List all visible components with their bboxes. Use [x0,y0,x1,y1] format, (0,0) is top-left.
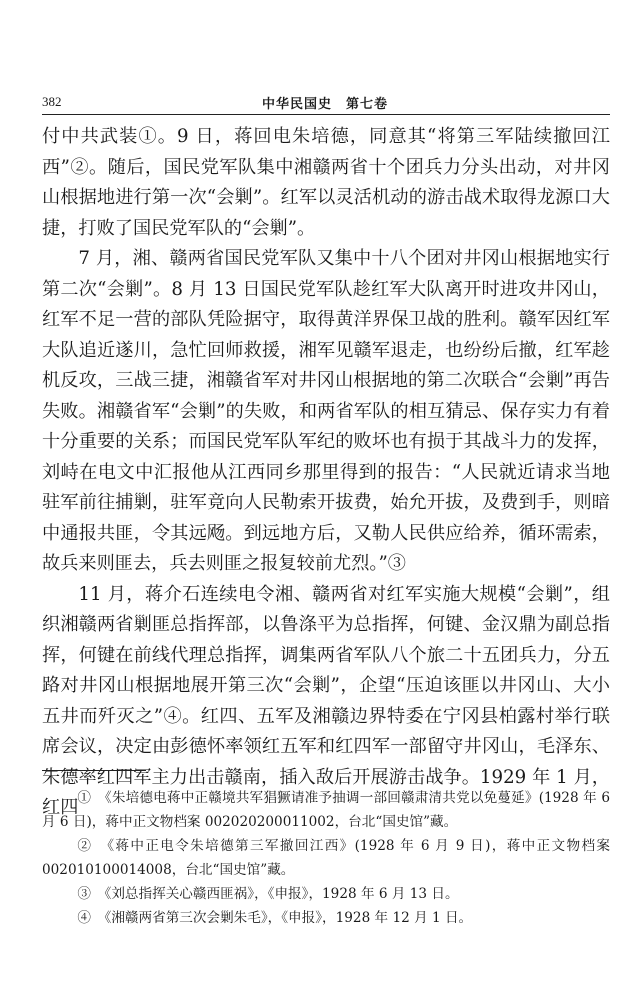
running-title: 中华民国史 第七卷 [261,97,388,112]
paragraph-continued: 付中共武装①。9 日，蒋回电朱培德，同意其“将第三军陆续撤回江西”②。随后，国民党军队集中湘赣两省十个团兵力分头出动，对井冈山根据地进行第一次“会剿”。红军以灵活机动的游击战术取得龙源口大捷，打败了国民党军队的“会剿”。 [42,126,610,239]
footnote-1: ① 《朱培德电蒋中正赣境共军猖獗请准予抽调一部回赣肃清共党以免蔓延》(1928 年 6 月 6 日)，蒋中正文物档案 002020200011002，台北“国史馆”藏。 [42,790,610,830]
running-header [42,92,608,114]
paragraph: 7 月，湘、赣两省国民党军队又集中十八个团对井冈山根据地实行第二次“会剿”。8 月 13 日国民党军队趁红军大队离开时进攻井冈山，红军不足一营的部队凭险据守，取得黄洋界保卫战的胜利。赣军因红军大队追近遂川，急忙回师救援，湘军见赣军退走，也纷纷后撤，红军趁机反攻，三战三捷，湘赣省军对井冈山根据地的第二次联合“会剿”再告失败。湘赣省军“会剿”的失败，和两省军队的相互猜忌、保存实力有着十分重要的关系；而国民党军队军纪的败坏也有损于其战斗力的发挥，刘峙在电文中汇报他从江西同乡那里得到的报告：“人民就近请求当地驻军前往捕剿，驻军竟向人民勒索开拔费，始允开拔，及费到手，则暗中通报共匪，令其远飏。到远地方后，又勒人民供应给养，循环需索，故兵来则匪去，兵去则匪之报复较前尤烈。”③ [42,248,610,574]
footnote-2: ② 《蒋中正电令朱培德第三军撤回江西》(1928 年 6 月 9 日)，蒋中正文物档案 002010100014008，台北“国史馆”藏。 [42,838,610,878]
footnotes [42,786,610,930]
body-text [42,122,610,824]
paragraph: 11 月，蒋介石连续电令湘、赣两省对红军实施大规模“会剿”，组织湘赣两省剿匪总指挥部，以鲁涤平为总指挥，何键、金汉鼎为副总指挥，何键在前线代理总指挥，调集两省军队八个旅二十五团兵力，分五路对井冈山根据地展开第三次“会剿”，企望“压迫该匪以井冈山、大小五井而歼灭之”④。红四、五军及湘赣边界特委在宁冈县柏露村举行联席会议，决定由彭德怀率领红五军和红四军一部留守井冈山，毛泽东、朱德率红四军主力出击赣南，插入敌后开展游击战争。1929 年 1 月，红四 [42,583,610,818]
footnote-rule [42,770,146,771]
header-rule [42,114,610,115]
footnote-4: ④ 《湘赣两省第三次会剿朱毛》，《申报》，1928 年 12 月 1 日。 [77,910,473,926]
page-number: 382 [42,94,62,109]
footnote-3: ③ 《刘总指挥关心赣西匪祸》，《申报》，1928 年 6 月 13 日。 [77,886,459,902]
